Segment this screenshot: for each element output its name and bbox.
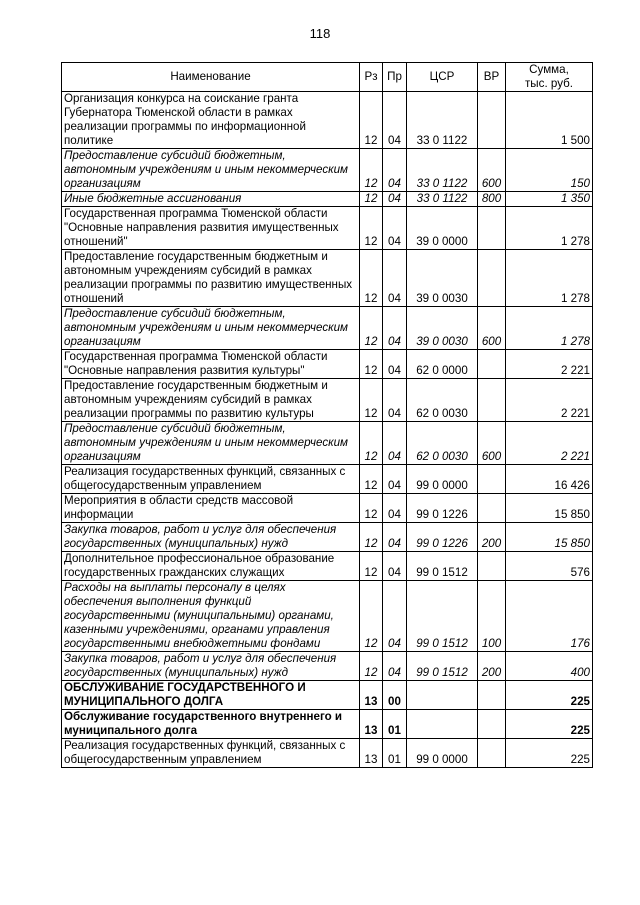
row-name: Иные бюджетные ассигнования <box>62 192 360 207</box>
header-sum-line2: тыс. руб. <box>525 77 573 90</box>
row-csr: 99 0 1226 <box>407 523 478 552</box>
row-sum: 1 278 <box>506 207 593 250</box>
row-name: Дополнительное профессиональное образование государственных гражданских служащих <box>62 552 360 581</box>
budget-table <box>61 62 593 768</box>
row-sum: 400 <box>506 652 593 681</box>
row-rz: 12 <box>360 92 383 149</box>
row-csr: 62 0 0030 <box>407 422 478 465</box>
row-pr: 04 <box>383 192 407 207</box>
row-vr: 800 <box>478 192 506 207</box>
row-name: Государственная программа Тюменской области "Основные направления развития имущественных отношений" <box>62 207 360 250</box>
row-rz: 12 <box>360 422 383 465</box>
table-row <box>62 681 593 710</box>
header-csr: ЦСР <box>407 63 478 92</box>
row-name: Обслуживание государственного внутреннего и муниципального долга <box>62 710 360 739</box>
row-pr: 04 <box>383 350 407 379</box>
row-vr <box>478 552 506 581</box>
row-pr: 04 <box>383 422 407 465</box>
row-sum: 225 <box>506 710 593 739</box>
row-vr: 100 <box>478 581 506 652</box>
row-vr <box>478 739 506 768</box>
row-name: Закупка товаров, работ и услуг для обеспечения государственных (муниципальных) нужд <box>62 523 360 552</box>
row-name: Организация конкурса на соискание гранта Губернатора Тюменской области в рамках реализации программы по информационной политике <box>62 92 360 149</box>
header-rz: Рз <box>360 63 383 92</box>
row-csr: 99 0 1512 <box>407 652 478 681</box>
row-rz: 12 <box>360 192 383 207</box>
row-name: Предоставление субсидий бюджетным, автономным учреждениям и иным некоммерческим организациям <box>62 422 360 465</box>
header-pr: Пр <box>383 63 407 92</box>
row-pr: 04 <box>383 652 407 681</box>
table-row <box>62 379 593 422</box>
row-csr: 99 0 0000 <box>407 739 478 768</box>
row-pr: 00 <box>383 681 407 710</box>
row-name: Реализация государственных функций, связанных с общегосударственным управлением <box>62 465 360 494</box>
header-sum <box>506 63 593 92</box>
row-csr: 39 0 0000 <box>407 207 478 250</box>
row-csr: 39 0 0030 <box>407 307 478 350</box>
row-vr <box>478 494 506 523</box>
row-vr: 600 <box>478 422 506 465</box>
row-csr: 39 0 0030 <box>407 250 478 307</box>
row-sum: 1 278 <box>506 307 593 350</box>
table-row <box>62 207 593 250</box>
row-pr: 04 <box>383 379 407 422</box>
row-rz: 13 <box>360 739 383 768</box>
row-csr: 33 0 1122 <box>407 149 478 192</box>
row-rz: 12 <box>360 149 383 192</box>
row-sum: 225 <box>506 739 593 768</box>
row-rz: 13 <box>360 710 383 739</box>
row-vr: 600 <box>478 149 506 192</box>
row-pr: 04 <box>383 465 407 494</box>
row-pr: 01 <box>383 710 407 739</box>
row-vr <box>478 250 506 307</box>
row-vr <box>478 710 506 739</box>
row-rz: 12 <box>360 307 383 350</box>
row-sum: 176 <box>506 581 593 652</box>
table-row <box>62 92 593 149</box>
table-row <box>62 710 593 739</box>
row-name: Предоставление государственным бюджетным и автономным учреждениям субсидий в рамках реализации программы по развитию культуры <box>62 379 360 422</box>
row-rz: 13 <box>360 681 383 710</box>
row-sum: 150 <box>506 149 593 192</box>
table-row <box>62 739 593 768</box>
row-sum: 2 221 <box>506 350 593 379</box>
row-name: Предоставление субсидий бюджетным, автономным учреждениям и иным некоммерческим организациям <box>62 307 360 350</box>
table-row <box>62 422 593 465</box>
row-csr: 99 0 1512 <box>407 581 478 652</box>
row-vr <box>478 92 506 149</box>
header-vr: ВР <box>478 63 506 92</box>
row-name: Расходы на выплаты персоналу в целях обеспечения выполнения функций государственными (муниципальными) органами, казенными учреждениями, органами управления государственными внебюджетными фондами <box>62 581 360 652</box>
table-row <box>62 523 593 552</box>
row-csr <box>407 710 478 739</box>
row-sum: 576 <box>506 552 593 581</box>
row-sum: 1 500 <box>506 92 593 149</box>
row-rz: 12 <box>360 523 383 552</box>
row-name: Реализация государственных функций, связанных с общегосударственным управлением <box>62 739 360 768</box>
row-rz: 12 <box>360 207 383 250</box>
row-vr <box>478 681 506 710</box>
table-header-row <box>62 63 593 92</box>
row-pr: 01 <box>383 739 407 768</box>
table-row <box>62 552 593 581</box>
row-rz: 12 <box>360 250 383 307</box>
row-csr: 99 0 0000 <box>407 465 478 494</box>
row-pr: 04 <box>383 494 407 523</box>
row-sum: 16 426 <box>506 465 593 494</box>
table-row <box>62 465 593 494</box>
row-csr: 62 0 0000 <box>407 350 478 379</box>
row-csr: 99 0 1512 <box>407 552 478 581</box>
row-sum: 225 <box>506 681 593 710</box>
row-pr: 04 <box>383 581 407 652</box>
row-vr: 600 <box>478 307 506 350</box>
table-row <box>62 307 593 350</box>
row-rz: 12 <box>360 652 383 681</box>
row-name: Предоставление субсидий бюджетным, автономным учреждениям и иным некоммерческим организациям <box>62 149 360 192</box>
header-name: Наименование <box>62 63 360 92</box>
row-csr: 33 0 1122 <box>407 192 478 207</box>
row-vr <box>478 379 506 422</box>
row-name: Предоставление государственным бюджетным и автономным учреждениям субсидий в рамках реализации программы по развитию имущественных отношений <box>62 250 360 307</box>
row-name: Государственная программа Тюменской области "Основные направления развития культуры" <box>62 350 360 379</box>
row-pr: 04 <box>383 207 407 250</box>
row-rz: 12 <box>360 465 383 494</box>
page-number: 118 <box>309 26 331 41</box>
row-name: Мероприятия в области средств массовой информации <box>62 494 360 523</box>
row-rz: 12 <box>360 350 383 379</box>
row-sum: 1 278 <box>506 250 593 307</box>
row-vr <box>478 350 506 379</box>
row-csr: 62 0 0030 <box>407 379 478 422</box>
table-row <box>62 652 593 681</box>
row-name: ОБСЛУЖИВАНИЕ ГОСУДАРСТВЕННОГО И МУНИЦИПАЛЬНОГО ДОЛГА <box>62 681 360 710</box>
row-vr <box>478 207 506 250</box>
row-csr: 99 0 1226 <box>407 494 478 523</box>
table-row <box>62 250 593 307</box>
table-row <box>62 350 593 379</box>
table-body <box>62 92 593 768</box>
row-pr: 04 <box>383 523 407 552</box>
row-sum: 1 350 <box>506 192 593 207</box>
row-pr: 04 <box>383 552 407 581</box>
row-sum: 15 850 <box>506 523 593 552</box>
row-sum: 2 221 <box>506 422 593 465</box>
row-pr: 04 <box>383 250 407 307</box>
row-pr: 04 <box>383 92 407 149</box>
row-vr: 200 <box>478 523 506 552</box>
row-sum: 15 850 <box>506 494 593 523</box>
row-vr: 200 <box>478 652 506 681</box>
row-name: Закупка товаров, работ и услуг для обеспечения государственных (муниципальных) нужд <box>62 652 360 681</box>
row-sum: 2 221 <box>506 379 593 422</box>
row-pr: 04 <box>383 307 407 350</box>
row-pr: 04 <box>383 149 407 192</box>
row-csr: 33 0 1122 <box>407 92 478 149</box>
table-row <box>62 192 593 207</box>
table-row <box>62 149 593 192</box>
row-csr <box>407 681 478 710</box>
row-rz: 12 <box>360 581 383 652</box>
row-rz: 12 <box>360 552 383 581</box>
row-vr <box>478 465 506 494</box>
row-rz: 12 <box>360 494 383 523</box>
header-sum-line1: Сумма, <box>529 63 569 76</box>
row-rz: 12 <box>360 379 383 422</box>
table-row <box>62 581 593 652</box>
table-row <box>62 494 593 523</box>
